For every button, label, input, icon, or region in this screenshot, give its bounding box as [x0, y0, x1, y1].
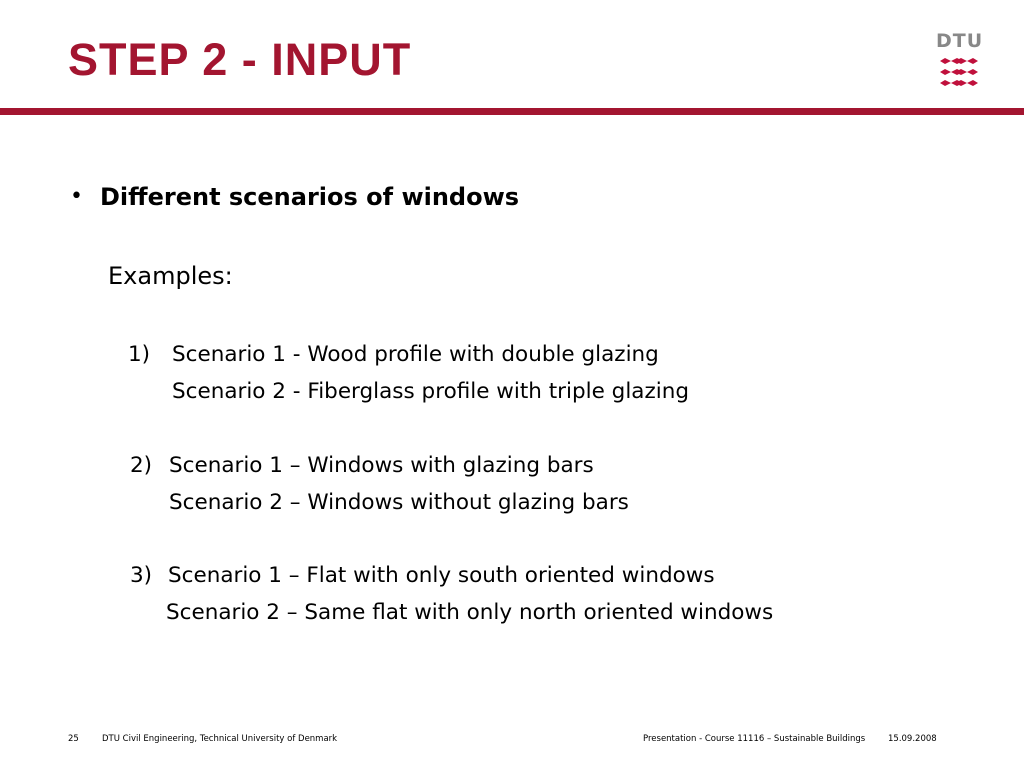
bullet-heading: Different scenarios of windows: [100, 183, 520, 211]
example-2-number: 2): [130, 453, 153, 478]
example-2-scenario-1: Scenario 1 – Windows with glazing bars: [169, 453, 594, 478]
example-3-scenario-1: Scenario 1 – Flat with only south oriented windows: [168, 563, 715, 588]
footer-page-number: 25: [68, 734, 79, 744]
example-2-scenario-2: Scenario 2 – Windows without glazing bars: [169, 490, 629, 515]
slide-title: STEP 2 - INPUT: [68, 34, 412, 85]
footer-date: 15.09.2008: [888, 734, 937, 744]
example-3-number: 3): [130, 563, 153, 588]
dtu-logo-text: DTU: [936, 30, 984, 52]
example-1-number: 1): [128, 342, 151, 367]
dtu-wave-icon: [938, 57, 980, 91]
example-1-scenario-2: Scenario 2 - Fiberglass profile with triple glazing: [172, 379, 689, 404]
example-1-scenario-1: Scenario 1 - Wood profile with double glazing: [172, 342, 659, 367]
dtu-logo: [936, 30, 982, 94]
footer-department: DTU Civil Engineering, Technical University of Denmark: [102, 734, 338, 744]
bullet-icon: •: [70, 184, 83, 209]
examples-label: Examples:: [108, 262, 233, 290]
footer-presentation: Presentation - Course 11116 – Sustainable Buildings: [643, 734, 866, 744]
example-3-scenario-2: Scenario 2 – Same flat with only north oriented windows: [166, 600, 774, 625]
title-divider: [0, 108, 1024, 115]
